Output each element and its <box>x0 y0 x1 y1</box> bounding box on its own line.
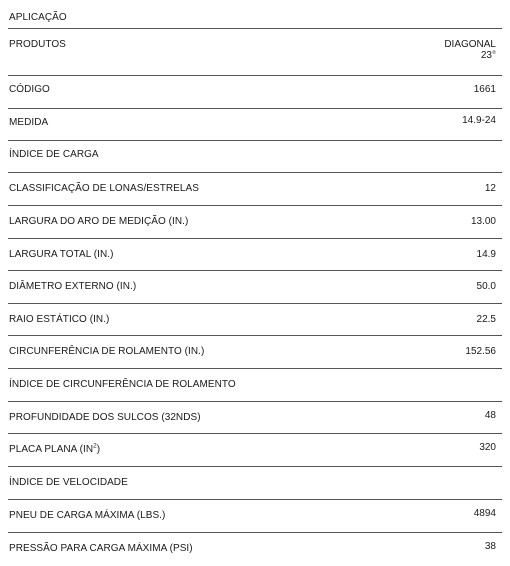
row-label: PNEU DE CARGA MÁXIMA (LBS.) <box>9 510 166 521</box>
row-label: CIRCUNFERÊNCIA DE ROLAMENTO (IN.) <box>9 346 205 357</box>
row-label: LARGURA TOTAL (IN.) <box>9 249 114 260</box>
row-value: 22.5 <box>476 314 496 325</box>
row-label: PROFUNDIDADE DOS SULCOS (32NDS) <box>9 412 201 423</box>
table-row <box>8 304 502 336</box>
table-row <box>8 239 502 271</box>
row-value: 48 <box>484 410 496 421</box>
row-value: 14.9 <box>476 249 496 260</box>
row-label: CLASSIFICAÇÃO DE LONAS/ESTRELAS <box>9 183 199 194</box>
table-row <box>8 173 502 206</box>
product-name: DIAGONAL <box>444 39 496 50</box>
row-value: 50.0 <box>476 281 496 292</box>
row-label: PRESSÃO PARA CARGA MÁXIMA (PSI) <box>9 543 193 554</box>
row-label <box>9 444 100 455</box>
row-value: 1661 <box>473 84 496 95</box>
row-label: DIÂMETRO EXTERNO (IN.) <box>9 281 137 292</box>
row-value: 4894 <box>473 508 496 519</box>
table-row <box>8 402 502 434</box>
row-label: PRODUTOS <box>9 39 66 50</box>
row-label: ÍNDICE DE VELOCIDADE <box>9 477 128 488</box>
table-row <box>8 336 502 369</box>
table-row <box>8 109 502 141</box>
row-value: 12 <box>484 183 496 194</box>
row-label-prefix: PLACA PLANA (IN <box>9 444 94 455</box>
table-row <box>8 206 502 239</box>
row-value: 320 <box>479 442 496 453</box>
row-label: CÓDIGO <box>9 84 50 95</box>
row-label: MEDIDA <box>9 117 49 128</box>
row-label: LARGURA DO ARO DE MEDIÇÃO (IN.) <box>9 216 189 227</box>
table-row <box>8 76 502 109</box>
table-row <box>8 500 502 533</box>
row-label: APLICAÇÃO <box>9 12 67 23</box>
row-value <box>444 39 496 61</box>
table-row-produtos <box>8 29 502 76</box>
row-value: 38 <box>484 541 496 552</box>
row-label: ÍNDICE DE CIRCUNFERÊNCIA DE ROLAMENTO <box>9 379 236 390</box>
table-row <box>8 467 502 500</box>
row-label: RAIO ESTÁTICO (IN.) <box>9 314 110 325</box>
row-value: 152.56 <box>465 346 496 357</box>
row-value: 14.9-24 <box>462 115 496 126</box>
table-row-aplicacao <box>8 0 502 29</box>
row-label-superscript: 2 <box>93 442 97 450</box>
row-value: 13.00 <box>470 216 496 227</box>
row-label: ÍNDICE DE CARGA <box>9 149 99 160</box>
table-row <box>8 434 502 467</box>
product-angle: 23° <box>480 50 496 61</box>
table-row <box>8 271 502 304</box>
table-row <box>8 533 502 565</box>
row-label-suffix: ) <box>96 444 101 455</box>
table-row <box>8 369 502 402</box>
table-row <box>8 141 502 173</box>
